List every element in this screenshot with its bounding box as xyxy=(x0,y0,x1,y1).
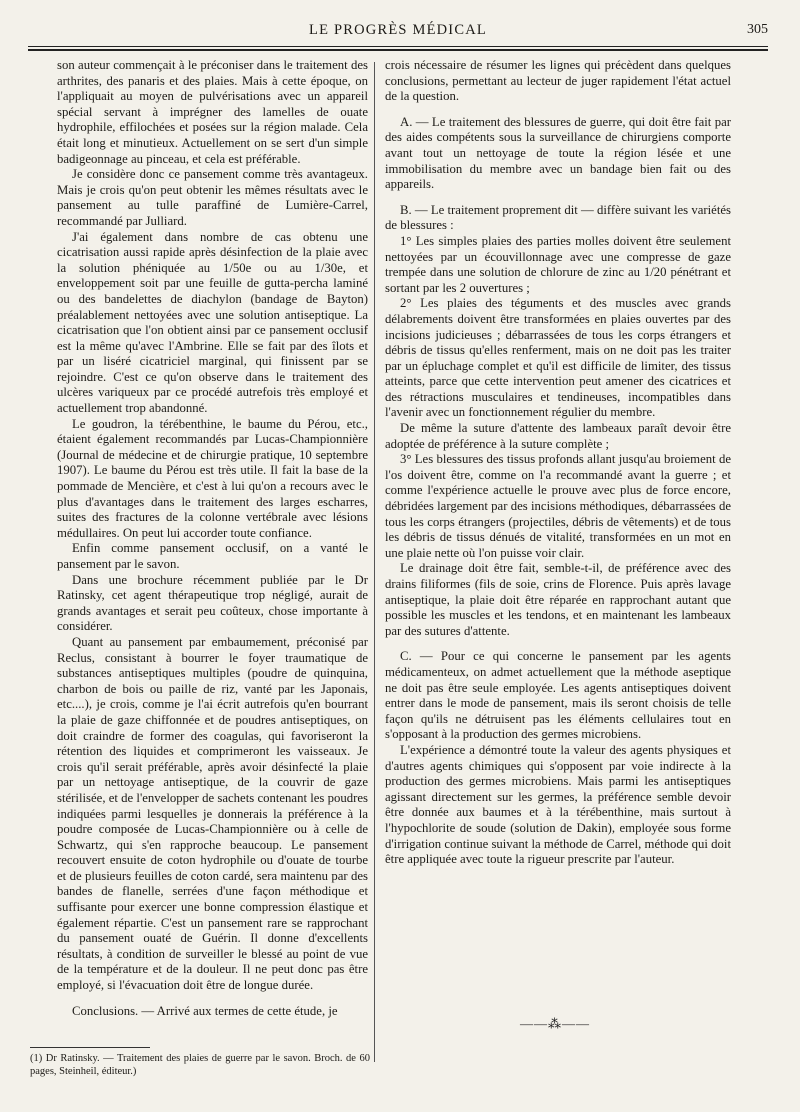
paragraph: Le goudron, la térébenthine, le baume du Pérou, etc., étaient également recommandés par Lucas-Championnière (Journal de médecine et de chirurgie pratique, 10 septembre 1907). Le baume du Pérou est très utile. Il fait la base de la pommade de Mencière, et c'est à lui qu'on a recours avec le plus d'avantages dans le traitement des larges escharres, suites des fractures de la colonne vertébrale avec lésions médullaires. On peut lui accorder toute confiance. xyxy=(57,416,368,540)
page-number: 305 xyxy=(747,22,768,37)
paragraph: Quant au pansement par embaumement, préconisé par Reclus, consistant à bourrer le foyer traumatique de substances antiseptiques multiples (poudre de quinquina, charbon de bois ou paille de riz, vanté par les Japonais, etc....), je crois, comme je l'ai écrit autrefois qu'en bourrant la plaie de gaze chiffonnée et de poudres antiseptiques, on doit craindre de former des coagulas, qui favoriseront la rétention des liquides et comprimeront les vaisseaux. Je crois qu'il serait préférable, après avoir désinfecté la plaie par un nettoyage antiseptique, de la couvrir de gaze stérilisée, et de l'envelopper de sachets contenant les poudres indiquées parmi lesquelles je donnerais la préférence à la poudre composée de Lucas-Championnière ou à celle de Schwartz, qui s'en rapproche beaucoup. Le pansement recouvert ensuite de coton hydrophile ou d'ouate de tourbe et de plusieurs feuilles de coton cardé, sera maintenu par des bandes de flanelle, serrées d'une façon méthodique et suffisante pour exercer une bonne compression élastique et également répartie. C'est un pansement rare se rapprochant du pansement ouaté de Guérin. Il donne d'excellents résultats, à condition de surveiller le blessé au point de vue de la température et de la douleur. Il ne peut donc pas être employé, si l'évacuation doit être de longue durée. xyxy=(57,634,368,993)
paragraph: crois nécessaire de résumer les lignes qui précèdent dans quelques conclusions, permettant au lecteur de juger rapidement l'état actuel de la question. xyxy=(385,58,731,104)
header-rule xyxy=(28,46,768,51)
paragraph: De même la suture d'attente des lambeaux paraît devoir être adoptée de préférence à la suture complète ; xyxy=(385,421,731,451)
paragraph: son auteur commençait à le préconiser dans le traitement des arthrites, des panaris et des plaies. Mais à cette époque, on l'appliquait au moyen de pulvérisations avec un appareil spécial servant à imprégner des lamelles de ouate hydrophile, effilochées et posées sur la région malade. Cela était long et minutieux. Actuellement on se sert d'un simple badigeonnage au pinceau, et cela est préférable. xyxy=(57,58,368,166)
right-column xyxy=(385,58,731,868)
item-1: 1° Les simples plaies des parties molles doivent être seulement nettoyées par un écouvillonnage avec une compresse de gaze trempée dans une solution de chlorure de zinc au 1/20 pénétrant et sortant par les 2 ouvertures ; xyxy=(385,233,731,295)
column-divider xyxy=(374,62,375,1062)
paragraph: L'expérience a démontré toute la valeur des agents physiques et d'autres agents chimiques qui s'opposent par voie indirecte à la production des germes microbiens. Mais parmi les antiseptiques agissant directement sur les germes, la préférence semble devoir être donnée aux baumes et à la térébenthine, mais surtout à l'hypochlorite de soude (solution de Dakin), employée sous forme d'irrigation continue suivant la méthode de Carrel, méthode qui doit être appliquée avec toute la rigueur prescrite par l'auteur. xyxy=(385,742,731,867)
item-2: 2° Les plaies des téguments et des muscles avec grands délabrements doivent être transformées en plaies ouvertes par des incisions judicieuses ; débarrassées de tous les corps étrangers et débris de tissus qu'elles renferment, mais on ne doit pas les traiter par un épluchage complet et qu'il est difficile de limiter, des tissus atteints, parce que cette intervention peut amener des cicatrices et des rétractions musculaires et tendineuses, incompatibles dans l'avenir avec un fonctionnement régulier du membre. xyxy=(385,296,731,420)
item-3: 3° Les blessures des tissus profonds allant jusqu'au broiement de l'os doivent être, comme on l'a recommandé avant la guerre ; et comme l'expérience actuelle le prouve avec plus de force encore, débridées largement par des incisions méthodiques, débarrassées de tous les corps étrangers (projectiles, débris de vêtements) et de tous les débris de tissus dénués de vitalité, transformées en un mot en une plaie nette où l'on puisse voir clair. xyxy=(385,452,731,560)
left-column xyxy=(57,58,368,1019)
page-header xyxy=(28,22,768,44)
paragraph: Le drainage doit être fait, semble-t-il, de préférence avec des drains filiformes (fils de soie, crins de Florence. Puis après lavage antiseptique, la plaie doit être réparée en rapprochant autant que possible les muscles et les tendons, et en maintenant les lambeaux par des sutures d'attente. xyxy=(385,561,731,638)
footnote-rule xyxy=(30,1047,150,1048)
running-title: LE PROGRÈS MÉDICAL xyxy=(309,22,487,38)
section-c: C. — Pour ce qui concerne le pansement par les agents médicamenteux, on admet actuellement que la méthode aseptique ne doit pas être seule employée. Les agents antiseptiques doivent entrer dans le mode de pansement, mais ils seront choisis de telle façon qu'ils ne détruisent pas les éléments cellulaires tout en s'opposant à la production des germes microbiens. xyxy=(385,649,731,742)
paragraph: J'ai également dans nombre de cas obtenu une cicatrisation aussi rapide après désinfection de la plaie avec la solution phéniquée au 1/50e ou au 1/30e, et enveloppement soit par une feuille de gutta-percha laminé ou des bandelettes de diachylon (bandage de Bayton) préalablement nettoyées avec une solution antiseptique. La cicatrisation que l'on obtient ainsi par ce pansement occlusif est la même qu'avec l'Ambrine. Elle se fait par des îlots et par un liséré cicatriciel marginal, qui finissent par se rejoindre. C'est ce qu'on observe dans le traitement des ulcères variqueux par ce procédé autrefois très employé et actuellement trop abandonné. xyxy=(57,229,368,416)
paragraph: Je considère donc ce pansement comme très avantageux. Mais je crois qu'on peut obtenir les mêmes résultats avec le pansement au tulle paraffiné de Lumière-Carrel, recommandé par Julliard. xyxy=(57,167,368,228)
conclusions-paragraph: Conclusions. — Arrivé aux termes de cette étude, je xyxy=(72,1003,338,1018)
section-a: A. — Le traitement des blessures de guerre, qui doit être fait par des aides compétents sous la surveillance de chirurgiens comporte avant tout un nettoyage de toute la région lésée et une immobilisation du membre avec un bandage bien fait ou des appareils. xyxy=(385,114,731,192)
paragraph: Dans une brochure récemment publiée par le Dr Ratinsky, cet agent thérapeutique trop négligé, aurait de grands avantages et serait peu coûteux, chose importante à considérer. xyxy=(57,572,368,634)
end-ornament: ——⁂—— xyxy=(520,1016,590,1031)
section-b: B. — Le traitement proprement dit — diffère suivant les variétés de blessures : xyxy=(385,202,731,233)
paragraph: Enfin comme pansement occlusif, on a vanté le pansement par le savon. xyxy=(57,541,368,571)
footnote: (1) Dr Ratinsky. — Traitement des plaies de guerre par le savon. Broch. de 60 pages, Steinheil, éditeur.) xyxy=(30,1053,370,1077)
